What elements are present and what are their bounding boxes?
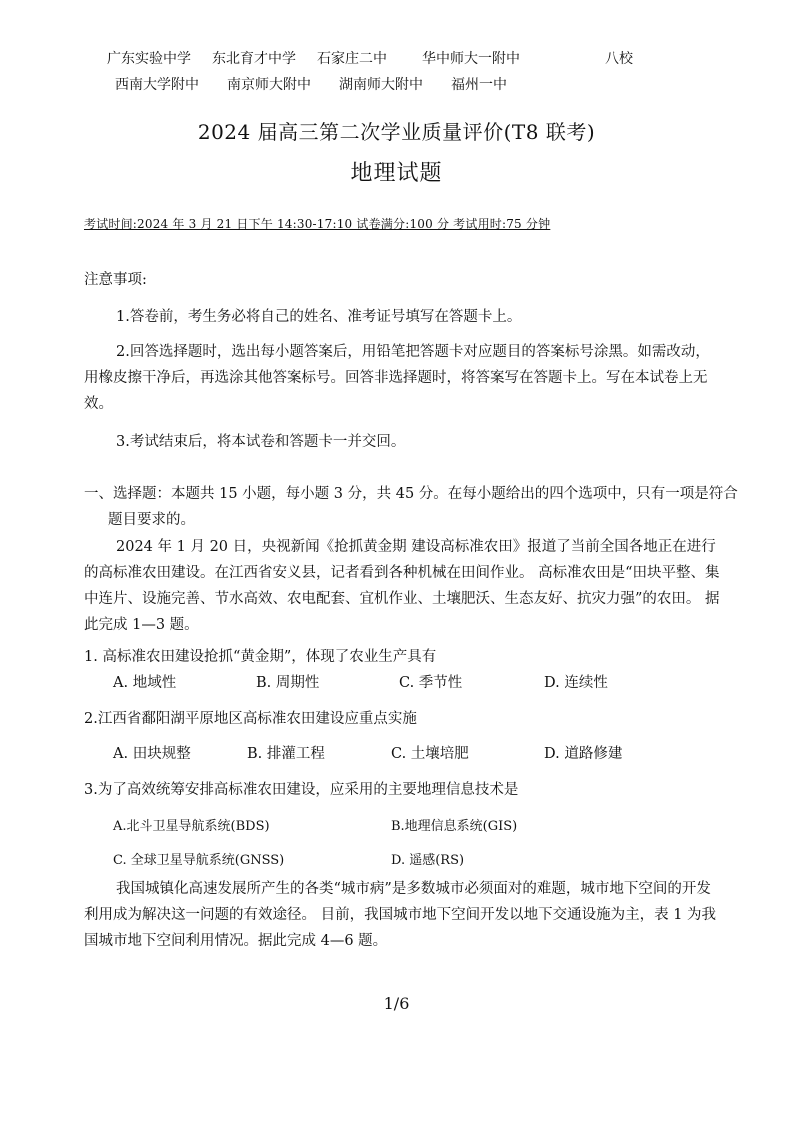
option-b: B.地理信息系统(GIS) <box>391 819 518 834</box>
school-name: 西南大学附中 <box>115 77 199 93</box>
exam-info: 考试时间:2024 年 3 月 21 日下午 14:30-17:10 试卷满分:100 分 考试用时:75 分钟 <box>84 217 551 231</box>
option-c: C. 季节性 <box>399 675 463 691</box>
school-name: 广东实验中学 <box>107 51 191 67</box>
question-stem: 2.江西省鄱阳湖平原地区高标准农田建设应重点实施 <box>84 711 417 727</box>
section-heading: 一、选择题：本题共 15 小题，每小题 3 分，共 45 分。在每小题给出的四个选项中，只有一项是符合题目要求的。 <box>84 486 738 528</box>
school-name: 华中师大一附中 <box>422 51 520 67</box>
option-c: C. 全球卫星导航系统(GNSS) <box>113 853 285 868</box>
school-name: 石家庄二中 <box>317 51 387 67</box>
passage: 我国城镇化高速发展所产生的各类“城市病”是多数城市必须面对的难题，城市地下空间的开发利用成为解决这一问题的有效途径。 目前，我国城市地下空间开发以地下交通设施为主，表 1 为我国城市地下空间利用情况。据此完成 4—6 题。 <box>84 881 717 949</box>
option-b: B. 排灌工程 <box>247 746 325 762</box>
option-d: D. 连续性 <box>544 675 608 691</box>
option-a: A. 田块规整 <box>113 746 191 762</box>
subject-title: 地理试题 <box>350 161 443 186</box>
notice-item-2: 2.回答选择题时，选出每小题答案后，用铅笔把答题卡对应题目的答案标号涂黑。如需改动，用橡皮擦干净后，再选涂其他答案标号。回答非选择题时，将答案写在答题卡上。写在本试卷上无效。 <box>84 344 710 412</box>
exam-title: 2024 届高三第二次学业质量评价(T8 联考) <box>197 120 596 144</box>
schools-count-label: 八校 <box>605 51 633 67</box>
page-number: 1/6 <box>383 994 410 1013</box>
school-name: 东北育才中学 <box>212 51 296 67</box>
option-a: A. 地域性 <box>113 675 177 691</box>
option-d: D. 遥感(RS) <box>391 853 465 868</box>
question-stem: 1. 高标准农田建设抢抓“黄金期”，体现了农业生产具有 <box>84 649 437 665</box>
question-stem: 3.为了高效统筹安排高标准农田建设，应采用的主要地理信息技术是 <box>84 782 519 798</box>
school-name: 南京师大附中 <box>227 77 311 93</box>
option-d: D. 道路修建 <box>544 746 623 762</box>
school-name: 福州一中 <box>451 77 507 93</box>
option-b: B. 周期性 <box>256 675 320 691</box>
notice-heading: 注意事项: <box>84 272 147 288</box>
notice-item-1: 1.答卷前，考生务必将自己的姓名、准考证号填写在答题卡上。 <box>116 309 522 325</box>
notice-item-3: 3.考试结束后，将本试卷和答题卡一并交回。 <box>116 434 406 450</box>
school-name: 湖南师大附中 <box>339 77 423 93</box>
option-a: A.北斗卫星导航系统(BDS) <box>113 819 270 834</box>
passage: 2024 年 1 月 20 日，央视新闻《抢抓黄金期 建设高标准农田》报道了当前全国各地正在进行的高标准农田建设。在江西省安义县，记者看到各种机械在田间作业。 高标准农田是“田块平整、集中连片、设施完善、节水高效、农电配套、宜机作业、土壤肥沃、生态友好、抗灾力强”的农田。 据此完成 1—3 题。 <box>84 539 720 633</box>
option-c: C. 土壤培肥 <box>391 746 469 762</box>
